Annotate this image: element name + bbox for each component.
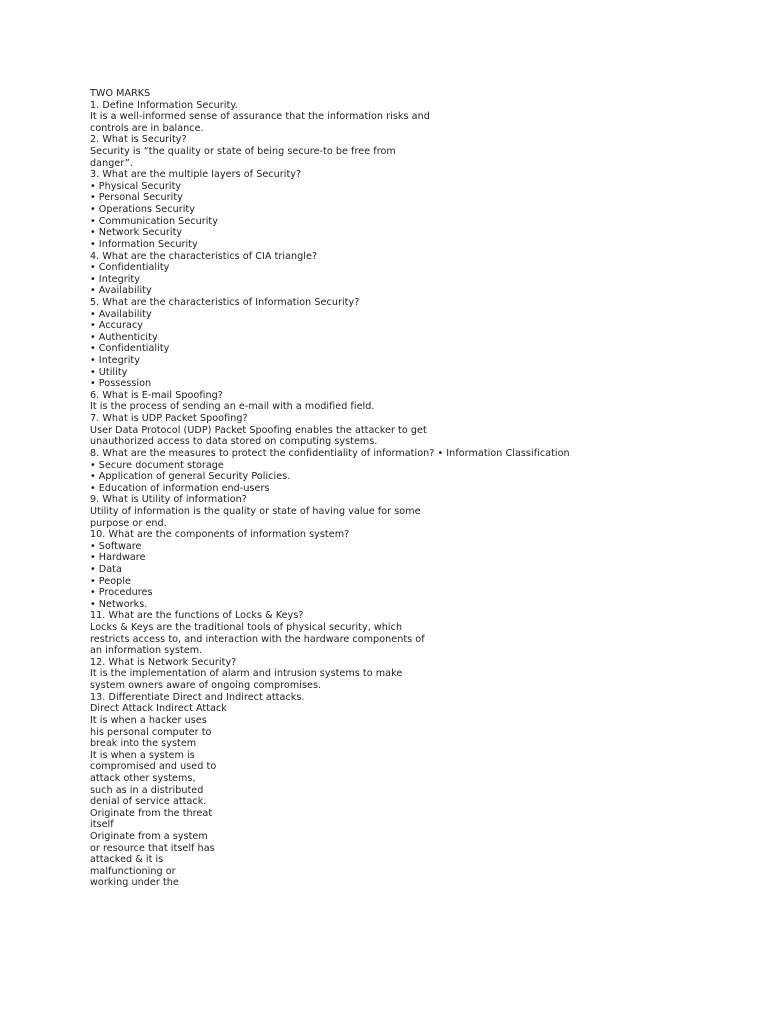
text-line: • Operations Security [90,204,195,216]
text-line: Utility of information is the quality or state of having value for some [90,505,421,517]
text-line: It is when a hacker uses [90,714,207,726]
text-line: It is when a system is [90,749,195,761]
text-line: Originate from the threat [90,807,213,819]
text-line: or resource that itself has [90,842,215,854]
text-line: • Communication Security [90,215,218,227]
text-line: It is a well-informed sense of assurance that the information risks and [90,111,430,123]
text-line: Direct Attack Indirect Attack [90,703,227,715]
text-line: • Confidentiality [90,262,170,274]
text-line: • Information Security [90,238,198,250]
text-line: 6. What is E-mail Spoofing? [90,389,223,401]
text-line: purpose or end. [90,517,167,529]
text-line: 11. What are the functions of Locks & Keys? [90,610,304,622]
text-line: It is the implementation of alarm and intrusion systems to make [90,668,403,680]
text-line: Locks & Keys are the traditional tools of physical security, which [90,622,403,634]
text-line: controls are in balance. [90,122,204,134]
text-line: compromised and used to [90,761,217,773]
text-line: • Network Security [90,227,183,239]
text-line: restricts access to, and interaction with the hardware components of [90,633,425,645]
text-line: attacked & it is [90,854,164,866]
text-line: denial of service attack. [90,796,207,808]
text-line: • Possession [90,378,152,390]
text-line: Security is “the quality or state of being secure-to be free from [90,146,396,158]
text-line: • Application of general Security Policies. [90,471,291,483]
text-line: • Integrity [90,355,140,367]
document-body [90,88,750,889]
text-line: malfunctioning or [90,865,176,877]
text-line: unauthorized access to data stored on computing systems. [90,436,378,448]
text-line: 2. What is Security? [90,134,187,146]
text-line: 12. What is Network Security? [90,656,237,668]
text-line: • Authenticity [90,331,158,343]
document-heading: TWO MARKS [90,88,151,99]
text-line: • Personal Security [90,192,183,204]
text-line: an information system. [90,645,203,657]
text-line: working under the [90,877,179,889]
text-line: • People [90,575,131,587]
text-line: • Utility [90,366,128,378]
text-line: • Procedures [90,587,153,599]
text-line: such as in a distributed [90,784,204,796]
text-line: • Accuracy [90,320,144,332]
text-line: break into the system [90,738,197,750]
text-line: • Integrity [90,273,140,285]
text-line: • Secure document storage [90,459,224,471]
text-line: It is the process of sending an e-mail with a modified field. [90,401,375,413]
text-line: 8. What are the measures to protect the confidentiality of information? • Information Classification [90,447,570,459]
text-line: system owners aware of ongoing compromises. [90,680,322,692]
text-line: • Networks. [90,598,148,610]
text-line: • Availability [90,308,152,320]
text-line: 9. What is Utility of information? [90,494,247,506]
text-line: 7. What is UDP Packet Spoofing? [90,413,248,425]
text-line: • Availability [90,285,152,297]
text-line: itself [90,819,114,831]
text-line: danger”. [90,157,133,169]
text-line: 1. Define Information Security. [90,99,238,111]
text-line: Originate from a system [90,831,208,842]
text-line: User Data Protocol (UDP) Packet Spoofing enables the attacker to get [90,424,427,436]
text-line: 13. Differentiate Direct and Indirect attacks. [90,691,305,703]
text-line: • Software [90,540,142,552]
text-line: 3. What are the multiple layers of Security? [90,169,302,181]
text-line: • Hardware [90,552,146,564]
text-line: 5. What are the characteristics of Information Security? [90,296,360,308]
text-line: • Data [90,563,122,575]
text-line: attack other systems, [90,772,196,784]
text-line: his personal computer to [90,726,212,738]
text-line: • Physical Security [90,180,182,192]
text-line: 4. What are the characteristics of CIA triangle? [90,250,318,262]
text-line: 10. What are the components of information system? [90,529,350,541]
text-line: • Confidentiality [90,343,170,355]
text-line: • Education of information end-users [90,482,270,494]
